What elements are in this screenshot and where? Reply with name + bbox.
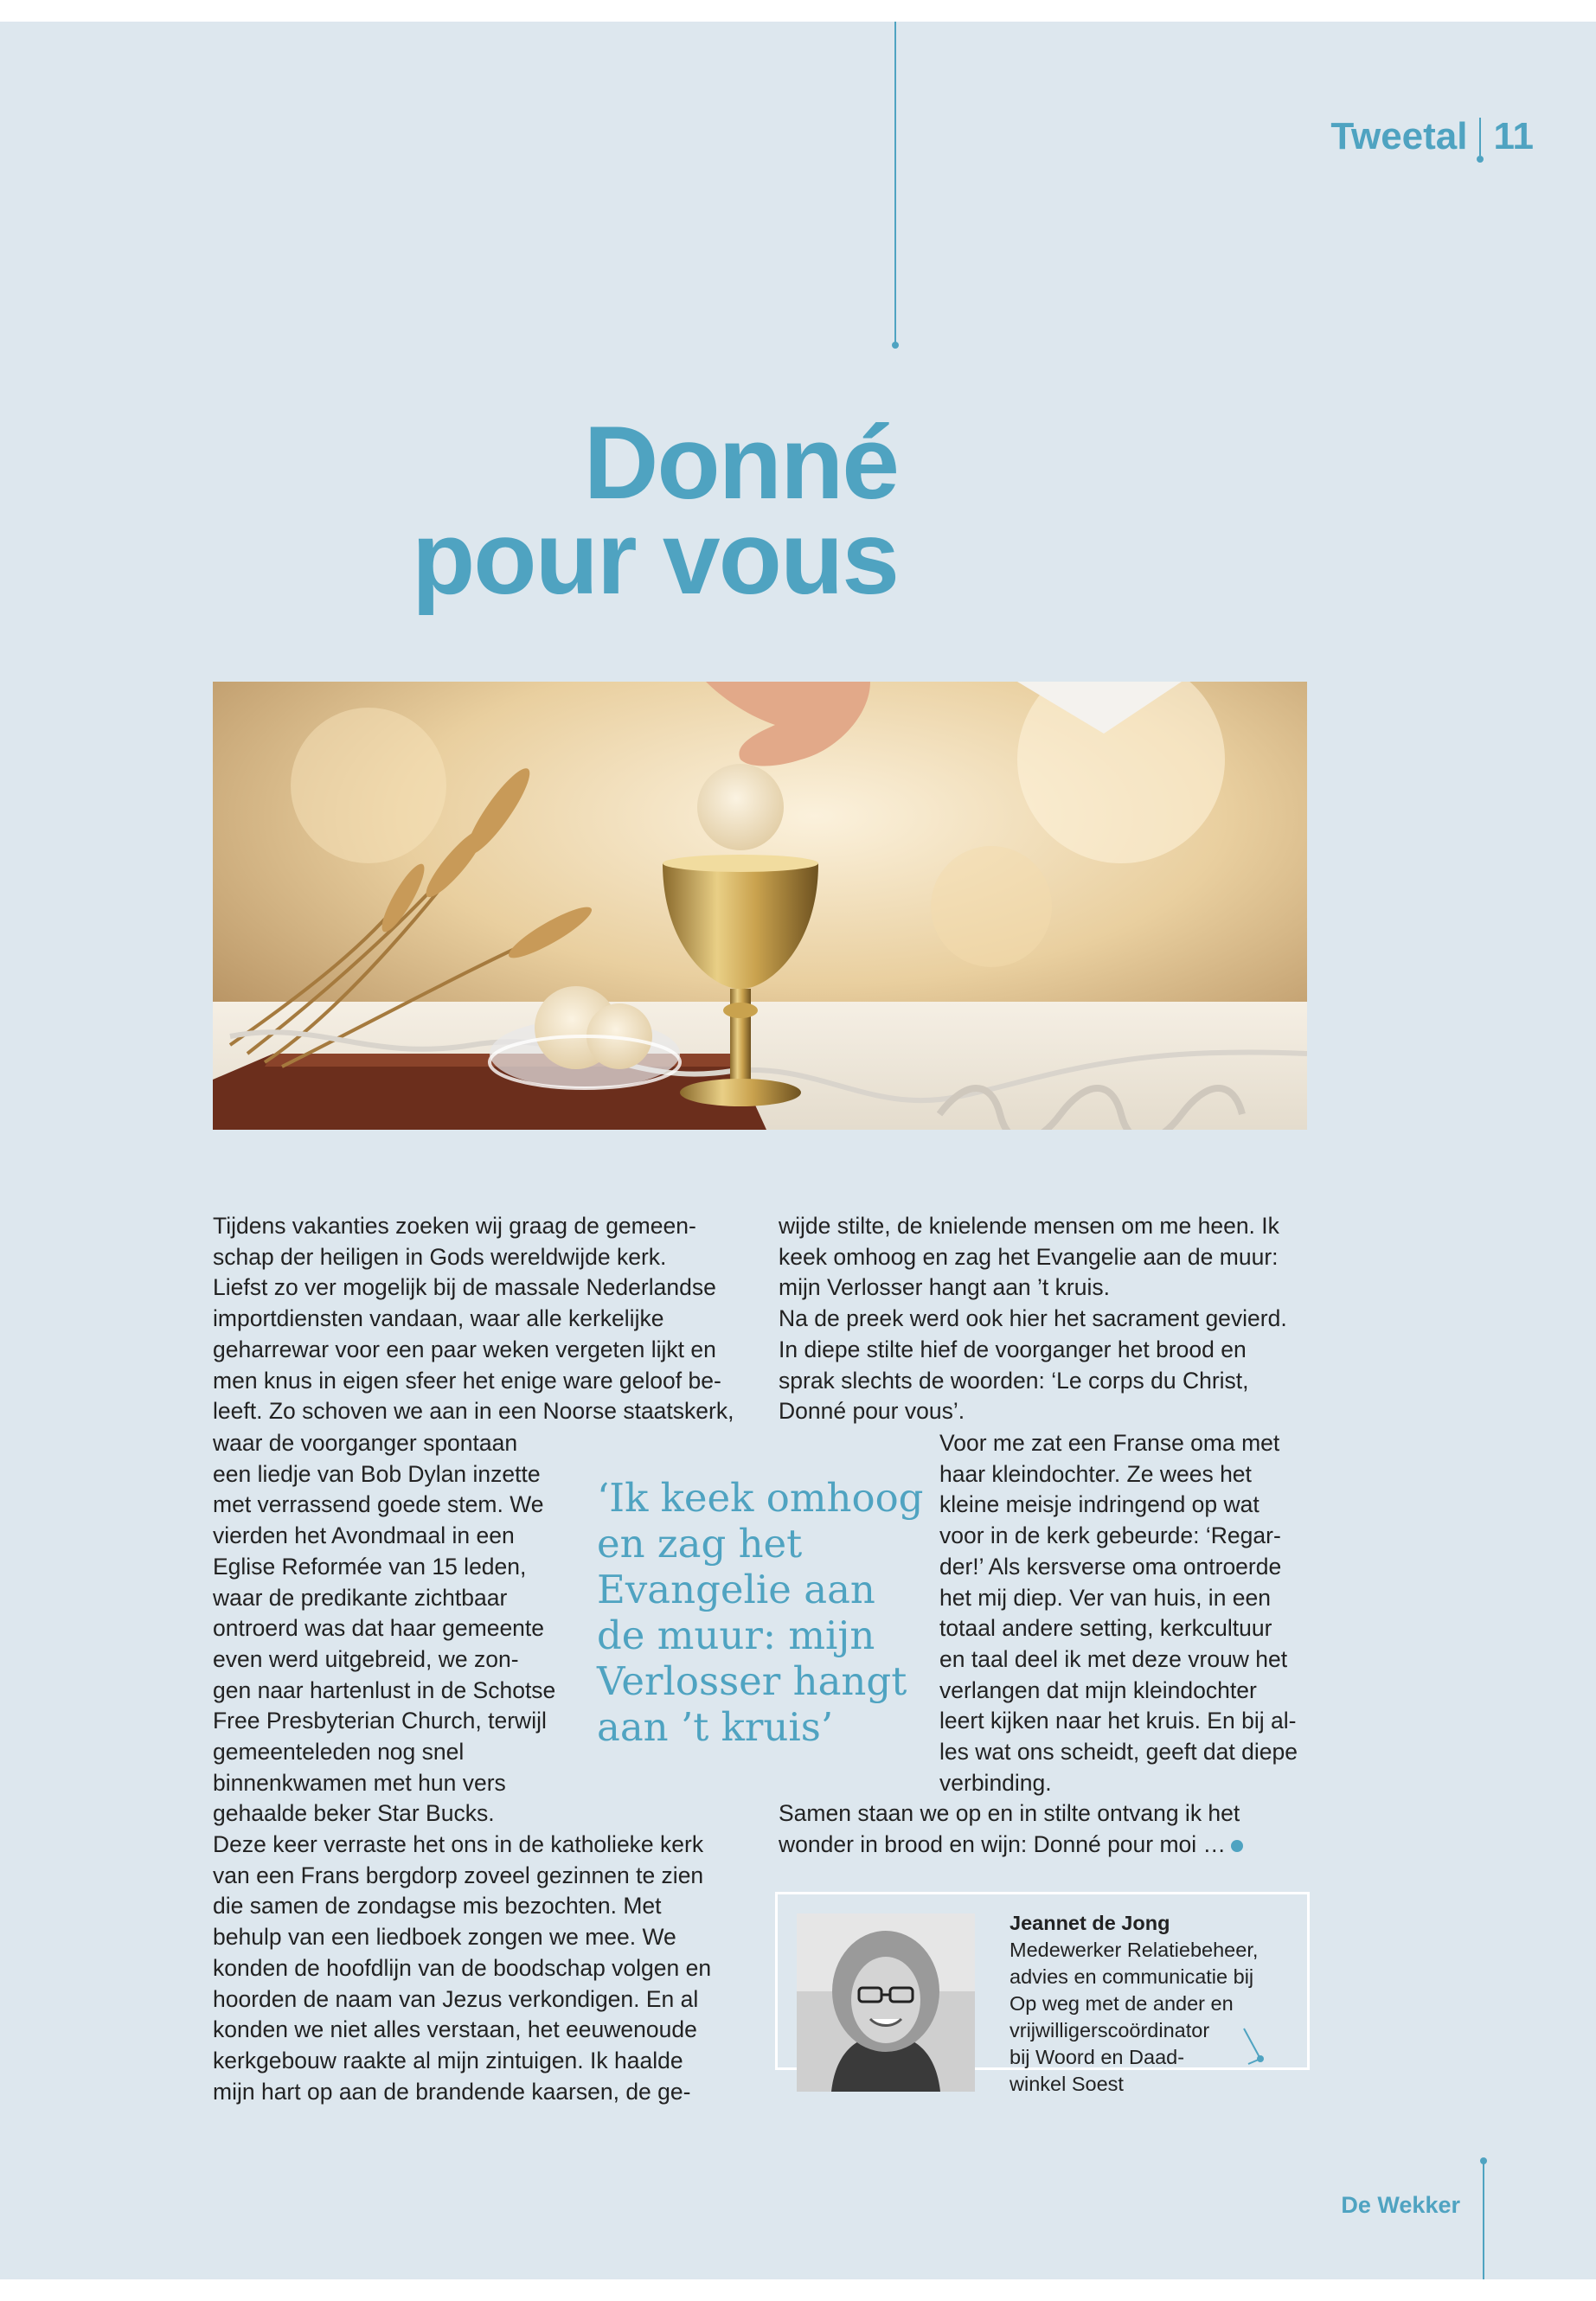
- author-portrait: [797, 1913, 975, 2092]
- text-line: konden we niet alles verstaan, het eeuwenoude: [213, 2016, 697, 2043]
- text-line: leeft. Zo schoven we aan in een Noorse staatskerk,: [213, 1398, 734, 1425]
- top-divider-dot: [892, 342, 899, 349]
- top-divider-line: [894, 22, 896, 343]
- author-bio-line: Medewerker Relatiebeheer,: [1010, 1939, 1259, 1961]
- author-bio-line: vrijwilligerscoördinator: [1010, 2019, 1210, 2041]
- text-line: sprak slechts de woorden: ‘Le corps du Christ,: [779, 1367, 1249, 1394]
- communion-chalice-illustration: [213, 682, 1307, 1130]
- text-line: verlangen dat mijn kleindochter: [939, 1676, 1257, 1703]
- text-line: voor in de kerk gebeurde: ‘Regar-: [939, 1522, 1281, 1549]
- title-line-2: pour vous: [411, 500, 898, 616]
- text-line: In diepe stilte hief de voorganger het brood en: [779, 1336, 1247, 1362]
- text-line: leert kijken naar het kruis. En bij al-: [939, 1708, 1297, 1734]
- text-line: mijn Verlosser hangt aan ’t kruis.: [779, 1274, 1110, 1301]
- text-line: schap der heiligen in Gods wereldwijde kerk.: [213, 1243, 667, 1270]
- text-line: keek omhoog en zag het Evangelie aan de muur:: [779, 1243, 1279, 1270]
- text-line: een liedje van Bob Dylan inzette: [213, 1460, 541, 1487]
- text-line: les wat ons scheidt, geeft dat diepe: [939, 1739, 1298, 1766]
- text-line: kerkgebouw raakte al mijn zintuigen. Ik haalde: [213, 2047, 683, 2073]
- quote-line: en zag het: [597, 1521, 803, 1567]
- text-line: totaal andere setting, kerkcultuur: [939, 1615, 1272, 1642]
- text-line: mijn hart op aan de brandende kaarsen, de ge-: [213, 2078, 691, 2105]
- magazine-name: Tweetal: [1330, 115, 1468, 157]
- text-line: die samen de zondagse mis bezochten. Met: [213, 1893, 662, 1920]
- text-line: geharrewar voor een paar weken vergeten lijkt en: [213, 1336, 716, 1362]
- footer-divider-line: [1483, 2160, 1484, 2279]
- end-of-article-dot: [1231, 1840, 1243, 1852]
- text-line: hoorden de naam van Jezus verkondigen. En al: [213, 1985, 699, 2012]
- text-line: der!’ Als kersverse oma ontroerde: [939, 1553, 1282, 1580]
- pull-quote: [597, 1475, 926, 1750]
- text-line: Samen staan we op en in stilte ontvang ik het: [779, 1800, 1240, 1826]
- text-line: gemeenteleden nog snel: [213, 1739, 465, 1766]
- author-photo: [797, 1913, 975, 2092]
- article-column-1-narrow: [213, 1428, 576, 1830]
- text-line: Free Presbyterian Church, terwijl: [213, 1708, 547, 1734]
- article-column-2-narrow: [939, 1428, 1311, 1798]
- text-line: Donné pour vous’.: [779, 1398, 965, 1425]
- text-line: even werd uitgebreid, we zon-: [213, 1645, 519, 1672]
- article-column-1-top: [213, 1211, 749, 1427]
- text-line: importdiensten vandaan, waar alle kerkelijke: [213, 1305, 664, 1332]
- author-bio-line: winkel Soest: [1010, 2073, 1124, 2095]
- text-line: gen naar hartenlust in de Schotse: [213, 1676, 556, 1703]
- text-line: haar kleindochter. Ze wees het: [939, 1460, 1252, 1487]
- text-line: wijde stilte, de knielende mensen om me heen. Ik: [779, 1213, 1279, 1239]
- quote-line: ‘Ik keek omhoog: [597, 1475, 924, 1521]
- author-bio-line: Op weg met de ander en: [1010, 1992, 1234, 2015]
- text-line-with-end-mark: [779, 1830, 1315, 1861]
- text-line: Eglise Reformée van 15 leden,: [213, 1553, 527, 1580]
- decorative-accent-icon: [1240, 2024, 1274, 2076]
- article-column-2-bottom: [779, 1798, 1315, 1860]
- text-line: konden de hoofdlijn van de boodschap volgen en: [213, 1954, 712, 1981]
- text-line: Liefst zo ver mogelijk bij de massale Nederlandse: [213, 1274, 716, 1301]
- page-number: 11: [1493, 115, 1534, 157]
- text-line: behulp van een liedboek zongen we mee. We: [213, 1924, 676, 1951]
- page: [0, 22, 1596, 2279]
- quote-line: aan ’t kruis’: [597, 1704, 834, 1750]
- author-box: [775, 1892, 1310, 2095]
- text-line: gehaalde beker Star Bucks.: [213, 1800, 495, 1827]
- text-line: binnenkwamen met hun vers: [213, 1769, 506, 1796]
- text-line: Deze keer verraste het ons in de katholieke kerk: [213, 1831, 704, 1857]
- text-line: waar de predikante zichtbaar: [213, 1584, 508, 1611]
- header-separator: [1479, 118, 1481, 156]
- footer-publication: De Wekker: [1341, 2192, 1460, 2218]
- title-line-1: Donné: [583, 405, 898, 521]
- text-line: waar de voorganger spontaan: [213, 1430, 518, 1456]
- quote-line: de muur: mijn: [597, 1612, 875, 1658]
- text-line: verbinding.: [939, 1769, 1052, 1796]
- author-name: Jeannet de Jong: [1010, 1912, 1170, 1934]
- article-column-1-bottom: [213, 1830, 749, 2107]
- page-header: [1330, 115, 1534, 158]
- text-line: ontroerd was dat haar gemeente: [213, 1615, 545, 1642]
- text-line: Tijdens vakanties zoeken wij graag de gemeen-: [213, 1213, 696, 1239]
- text-line: vierden het Avondmaal in een: [213, 1522, 515, 1549]
- text-line: men knus in eigen sfeer het enige ware geloof be-: [213, 1367, 721, 1394]
- text-line: Voor me zat een Franse oma met: [939, 1430, 1280, 1456]
- text-line: Na de preek werd ook hier het sacrament gevierd.: [779, 1305, 1287, 1332]
- text-line: van een Frans bergdorp zoveel gezinnen te zien: [213, 1862, 704, 1888]
- article-title: [411, 405, 898, 616]
- text-line: het mij diep. Ver van huis, in een: [939, 1584, 1272, 1611]
- article-column-2-top: [779, 1211, 1315, 1427]
- text-line: wonder in brood en wijn: Donné pour moi …: [779, 1830, 1227, 1857]
- author-bio-line: bij Woord en Daad-: [1010, 2046, 1185, 2068]
- text-line: kleine meisje indringend op wat: [939, 1491, 1259, 1518]
- article-photo: [213, 682, 1307, 1130]
- quote-line: Evangelie aan: [597, 1567, 875, 1612]
- author-bio-line: advies en communicatie bij: [1010, 1965, 1254, 1988]
- text-line: met verrassend goede stem. We: [213, 1491, 544, 1518]
- text-line: en taal deel ik met deze vrouw het: [939, 1645, 1288, 1672]
- quote-line: Verlosser hangt: [597, 1658, 907, 1704]
- footer-divider-dot: [1480, 2157, 1487, 2164]
